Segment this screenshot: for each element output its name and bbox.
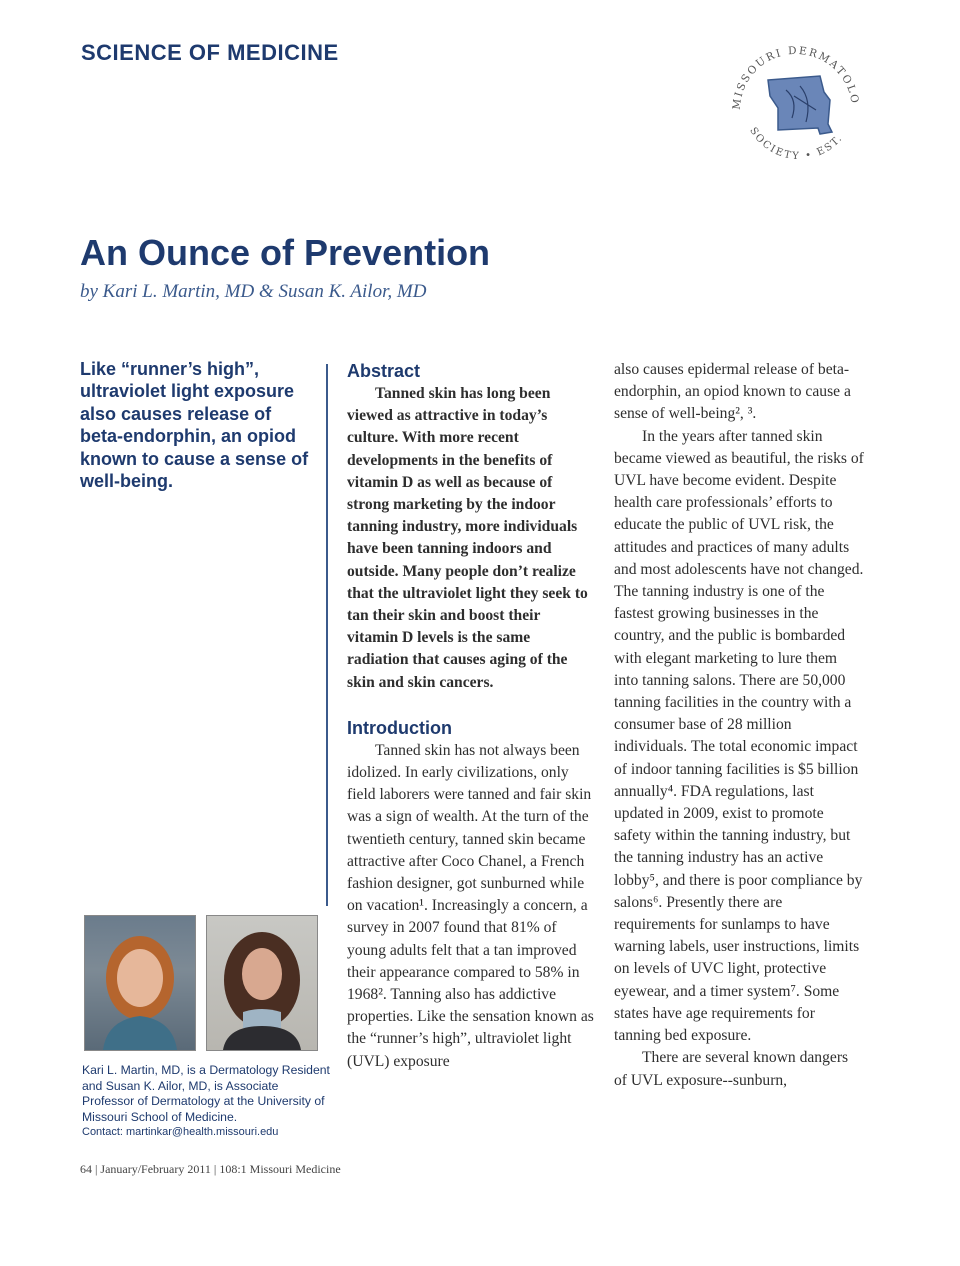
- society-seal-logo: [720, 30, 870, 180]
- introduction-paragraph-1-continued: also causes epidermal release of beta-endorphin, an opiod known to cause a sense of well-being², ³.: [614, 361, 851, 423]
- introduction-paragraph-3: There are several known dangers of UVL exposure--sunburn,: [614, 1049, 849, 1089]
- pull-quote: Like “runner’s high”, ultraviolet light exposure also causes release of beta-endorphin, an opiod known to cause a sense of well-being.: [80, 359, 309, 492]
- column-divider: [326, 364, 328, 906]
- section-label: SCIENCE OF MEDICINE: [81, 40, 339, 65]
- author-photo-martin: [84, 915, 196, 1051]
- introduction-paragraph-1: Tanned skin has not always been idolized. In early civilizations, only field laborers were tanned and fair skin was a sign of wealth. At the turn of the twentieth century, tanned skin became attractive after Coco Chanel, a French fashion designer, got sunburned while on vacation¹. Increasingly a concern, a survey in 2007 found that 81% of young adults felt that a tan improved their appearance compared to 58% in 1968². Tanning also has addictive properties. Like the sensation known as the “runner’s high”, ultraviolet light (UVL) exposure: [347, 741, 594, 1070]
- authors-caption: [82, 1063, 332, 1141]
- column-middle: [347, 359, 595, 1073]
- svg-text:SOCIETY • EST. 1971: SOCIETY • EST.: [747, 125, 846, 163]
- svg-text:MISSOURI DERMATOLOGICAL: MISSOURI DERMATOLO: [730, 44, 861, 111]
- abstract-heading: Abstract: [347, 361, 421, 381]
- page-footer: 64 | January/February 2011 | 108:1 Missouri Medicine: [80, 1162, 341, 1176]
- introduction-heading: Introduction: [347, 717, 452, 738]
- abstract-text: Tanned skin has long been viewed as attractive in today’s culture. With more recent developments in the benefits of vitamin D as well as because of strong marketing by the indoor tanning industry, more individuals have been tanning indoors and outside. Many people don’t realize that the ultraviolet light they seek to tan their skin and boost their vitamin D levels is the same radiation that causes aging of the skin and skin cancers.: [347, 385, 588, 691]
- introduction-paragraph-2: In the years after tanned skin became viewed as beautiful, the risks of UVL have become evident. Despite health care professionals’ efforts to educate the public of UVL risk, the attitudes and practices of many adults and most adolescents have not changed. The tanning industry is one of the fastest growing businesses in the country, and the public is bombarded with elegant marketing to lure them into tanning salons. There are 50,000 tanning facilities in the country with a consumer base of 28 million individuals. The total economic impact of indoor tanning facilities is $5 billion annually⁴. FDA regulations, last updated in 2009, exist to promote safety within the tanning industry, but the tanning industry has an active lobby⁵, and there is poor compliance by salons⁶. Presently there are requirements for sunlamps to have warning labels, user instructions, limits on levels of UVC light, protective eyewear, and a timer system⁷. Some states have age requirements for tanning bed exposure.: [614, 427, 864, 1045]
- authors-caption-text: Kari L. Martin, MD, is a Dermatology Resident and Susan K. Ailor, MD, is Associate Professor of Dermatology at the University of Missouri School of Medicine.: [82, 1063, 330, 1124]
- byline: by Kari L. Martin, MD & Susan K. Ailor, MD: [80, 281, 427, 302]
- authors-contact: Contact: martinkar@health.missouri.edu: [82, 1126, 279, 1139]
- column-right: [614, 359, 864, 1092]
- article-title: An Ounce of Prevention: [80, 232, 491, 273]
- author-photo-ailor: [206, 915, 318, 1051]
